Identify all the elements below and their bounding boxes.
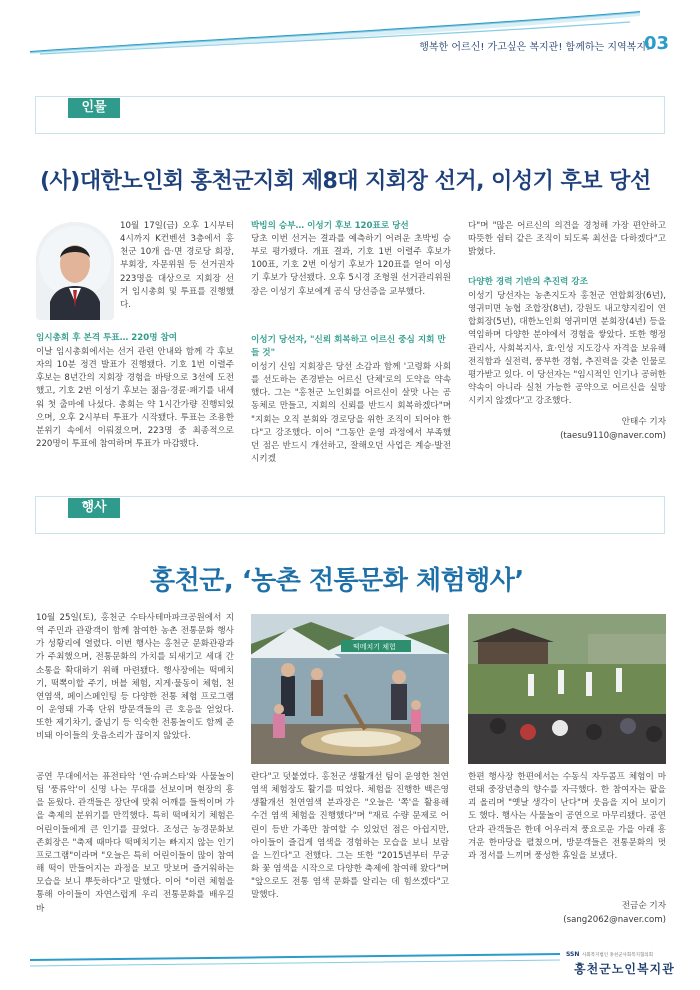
s2-col1-body-1: 10월 25일(토), 홍천군 수타사테마파크공원에서 지역 주민과 관광객이 함께 참여한 농촌 전통문화 행사가 성황리에 열렸다. 이번 행사는 홍천군 문화관광과가 주최했으며, 전통문화의 가치를 되새기고 세대 간 소통을 확대하기 위해 마련됐다. 행사장에는 떡메치기, 떡뽁이할 주기, 버블 체험, 지게·물동이 체험, 천연염색, 페이스페인팅 등 다양한 전통 체험 프로그램이 운영돼 가족 단위 방문객들의 큰 호응을 얻었다. 또한 제기차기, 줄넘기 등 익숙한 전통놀이도 함께 준비돼 아이들의 웃음소리가 끊이지 않았다. [36, 613, 234, 742]
section-2-tag: 행사 [68, 498, 120, 518]
footer-org-small: 사회복지법인 홍천군사회복지협의회 [582, 953, 653, 958]
photo1-banner-text: 떡메치기 체험 [353, 643, 396, 651]
photo-rice-cake-pounding [251, 614, 449, 764]
s2-reporter: 전금순 기자 [621, 901, 666, 911]
s1-col3-body-1: 다"며 "많은 어르신의 의견을 경청해 가장 편안하고 따뜻한 쉼터 같은 조직이 되도록 최선을 다하겠다"고 밝혔다. [468, 221, 666, 258]
s1-col1-body: 이날 임시총회에서는 선거 관련 안내와 함께 각 후보자의 10분 정견 발표가 진행됐다. 기호 1번 이렬주 후보는 8년간의 지회장 경험을 바탕으로 3선에 도전했고, 기호 2번 이성기 후보는 젊음·경륜·패기를 내세워 첫 출마에 나섰다. 총회는 약 1시간가량 진행되었으며, 오후 2시부터 투표가 시작됐다. 투표는 조용한 분위기 속에서 이뤄졌으며, 223명 중 최종적으로 220명이 투표에 참여하며 투표가 마감됐다. [36, 347, 234, 450]
section-2-header-box [35, 496, 665, 534]
s2-reporter-email: (sang2062@naver.com) [563, 915, 666, 925]
s1-col1-subhead: 임시총회 후 본격 투표… 220명 참여 [36, 333, 178, 343]
section-1-tag: 인물 [68, 98, 120, 118]
s1-reporter-email: (taesu9110@naver.com) [560, 431, 666, 441]
s1-col2-body-1: 당초 이번 선거는 결과를 예측하기 어려운 초박빙 승부로 평가됐다. 개표 결과, 기호 1번 이렬주 후보가 100표, 기호 2번 이성기 후보가 120표를 얻어 이성기 후보가 당선됐다. 오후 5시경 조형원 선거관리위원장은 이성기 후보에게 공식 당선증을 교부했다. [251, 234, 451, 297]
footer-org-name: 홍천군노인복지관 [574, 962, 675, 976]
s1-col1-intro: 10월 17일(금) 오후 1시부터 4시까지 K컨벤션 3층에서 홍천군 10개 읍·면 경로당 회장, 부회장, 자문위원 등 선거권자 223명을 대상으로 지회장 선거 임시총회 및 투표를 진행했다. [120, 221, 234, 310]
portrait-photo [36, 222, 114, 320]
header-slogan: 행복한 어르신! 가고싶은 복지관! 함께하는 지역복지! [419, 42, 650, 53]
s1-col3-body-2: 이성기 당선자는 농촌지도자 홍천군 연합회장(6년), 영귀미면 농협 조합장(8년), 강원도 내고향지킴이 연합회장(5년), 대한노인회 영귀미면 분회장(4년) 등을 역임하며 다양한 분야에서 경험을 쌓았다. 또한 행정관리사, 사회복지사, 효·인성 지도강사 자격을 보유해 전직함과 실전력, 풍부한 경험, 추진력을 갖춘 인물로 평가받고 있다. 이 당선자는 "임시적인 인기나 공허한 약속이 아니라 실천 가능한 공약으로 어르신을 실망시키지 않겠다"고 강조했다. [468, 291, 666, 407]
section-1-headline: (사)대한노인회 홍천군지회 제8대 지회장 선거, 이성기 후보 당선 [40, 169, 651, 194]
s1-col2-subhead-1: 박빙의 승부… 이성기 후보 120표로 당선 [251, 221, 409, 231]
s1-reporter: 안태수 기자 [621, 417, 666, 427]
footer-logo-icon: SSN [566, 951, 580, 958]
section-1-header-box [35, 96, 665, 134]
s2-col1-body-2: 공연 무대에서는 퓨전타악 '연·슈퍼스타'와 사물놀이팀 '풍류악'이 신명 나는 무대를 선보이며 현장의 흥을 돋웠다. 관객들은 장단에 맞춰 어깨를 들썩이며 가을 축제의 분위기를 만끽했다. 특히 떡메치기 체험은 어린이들에게 큰 인기를 끌었다. 조성근 농경문화보존회장은 "축제 때마다 떡메치기는 빠지지 않는 인기 프로그램"이라며 "오늘은 특히 어린이들이 많이 참여해 떡이 만들어지는 과정을 보고 맛보며 즐거워하는 모습을 보니 뿌듯하다"고 말했다. 이어 "이런 체험을 통해 아이들이 자연스럽게 우리 전통문화를 배우길 바 [36, 772, 234, 914]
s1-col2-subhead-2: 이성기 당선자, "신뢰 회복하고 어르신 중심 지회 만들 것" [251, 335, 446, 359]
s1-col2-body-2: 이성기 신임 지회장은 당선 소감과 함께 '고령화 사회를 선도하는 존경받는 어르신 단체'로의 도약을 약속했다. 그는 "홍천군 노인회를 어르신이 살맛 나는 공동체로 만들고, 지회의 신뢰를 반드시 회복하겠다"며 "지회는 오직 분회와 경로당을 위한 조직이 되어야 한다"고 강조했다. 이어 "그동안 운영 과정에서 부족했던 점은 반드시 개선하고, 잘해오던 사업은 계승·발전시키겠 [251, 362, 451, 465]
s2-col3-body: 한편 행사장 한편에서는 수동식 자두콤프 체험이 마련돼 중장년층의 향수를 자극했다. 한 참여자는 팥을 괴 올리며 "옛날 생각이 난다"며 웃음을 지어 보이기도 했다. 행사는 사물놀이 공연으로 마무리됐다. 공연단과 관객들은 한데 어우러져 풍요로운 가을 아래 흥겨운 한마당을 펼쳤으며, 방문객들은 전통문화의 멋과 정서를 느끼며 풍성한 휴일을 보냈다. [468, 772, 666, 861]
section-2-headline: 홍천군, ‘농촌 전통문화 체험행사’ [150, 566, 524, 596]
s1-col3-subhead: 다양한 경력 기반의 추진력 강조 [468, 277, 588, 287]
page-number: 03 [644, 33, 670, 54]
s2-col2-body: 란다"고 덧붙였다. 홍천군 생활개선 팀이 운영한 천연염색 체험장도 활기를 띠었다. 체험을 진행한 백은영 생활개선 천연염색 분과장은 "오늘은 '쪽'을 활용해 수건 염색 체험을 진행했다"며 "재료 수량 문제로 어린이 등반 가족만 참여할 수 있었던 점은 아쉽지만, 아이들이 즐겁게 염색을 경험하는 모습을 보니 보람을 느낀다"고 전했다. 그는 또한 "2015년부터 무궁화 꽃 염색을 시작으로 다양한 축제에 참여해 왔다"며 "앞으로도 전통 염색 문화를 알리는 데 힘쓰겠다"고 말했다. [251, 772, 449, 901]
photo-traditional-performance [468, 614, 666, 764]
